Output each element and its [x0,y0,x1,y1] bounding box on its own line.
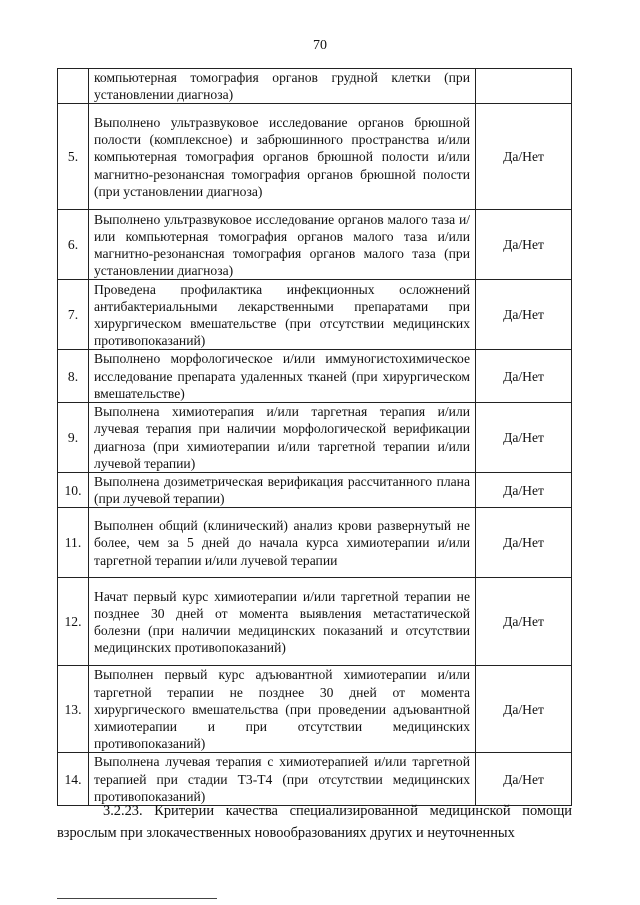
criterion-text: Проведена профилактика инфекционных осложнений антибактериальными лекарственными препаратами при хирургическом вмешательстве (при отсутствии медицинских противопоказаний) [89,280,476,350]
footnote-divider [57,898,217,899]
row-number: 14. [58,753,89,806]
quality-criteria-table [57,68,572,806]
table-row [58,210,572,280]
row-number: 12. [58,578,89,666]
criterion-text: Начат первый курс химиотерапии и/или таргетной терапии не позднее 30 дней от момента выявления метастатической болезни (при наличии медицинских показаний и отсутствии медицинских противопоказаний) [89,578,476,666]
answer-cell: Да/Нет [476,104,572,210]
row-number: 9. [58,403,89,473]
row-number: 7. [58,280,89,350]
table-row [58,104,572,210]
table-row [58,666,572,753]
criterion-text: компьютерная томография органов грудной клетки (при установлении диагноза) [89,69,476,104]
answer-cell: Да/Нет [476,403,572,473]
table-body [58,69,572,806]
criterion-text: Выполнен первый курс адъювантной химиотерапии и/или таргетной терапии не позднее 30 дней от момента хирургического вмешательства (при проведении адъювантной химиотерапии и при отсутствии медицинских противопоказаний) [89,666,476,753]
answer-cell [476,69,572,104]
table-row [58,508,572,578]
criterion-text: Выполнена дозиметрическая верификация рассчитанного плана (при лучевой терапии) [89,473,476,508]
answer-cell: Да/Нет [476,578,572,666]
section-paragraph: 3.2.23. Критерии качества специализированной медицинской помощи взрослым при злокачественных новообразованиях других и неуточненных [57,803,572,841]
table-row [58,350,572,403]
row-number: 6. [58,210,89,280]
row-number: 13. [58,666,89,753]
answer-cell: Да/Нет [476,753,572,806]
row-number: 11. [58,508,89,578]
answer-cell: Да/Нет [476,473,572,508]
row-number: 5. [58,104,89,210]
row-number [58,69,89,104]
criterion-text: Выполнено ультразвуковое исследование органов малого таза и/или компьютерная томография органов малого таза и/или магнитно-резонансная томография органов малого таза (при установлении диагноза) [89,210,476,280]
table-row [58,403,572,473]
page-number: 70 [313,38,327,53]
table-row [58,753,572,806]
criterion-text: Выполнено ультразвуковое исследование органов брюшной полости (комплексное) и забрюшинного пространства и/или компьютерная томография органов брюшной полости и/или магнитно-резонансная томография органов брюшной полости (при установлении диагноза) [89,104,476,210]
table-row [58,69,572,104]
answer-cell: Да/Нет [476,210,572,280]
row-number: 8. [58,350,89,403]
answer-cell: Да/Нет [476,508,572,578]
answer-cell: Да/Нет [476,280,572,350]
criterion-text: Выполнено морфологическое и/или иммуногистохимическое исследование препарата удаленных тканей (при хирургическом вмешательстве) [89,350,476,403]
criterion-text: Выполнена химиотерапия и/или таргетная терапия и/или лучевая терапия при наличии морфологической верификации диагноза (при химиотерапии и/или таргетной терапии и/или лучевой терапии) [89,403,476,473]
row-number: 10. [58,473,89,508]
answer-cell: Да/Нет [476,666,572,753]
table-row [58,280,572,350]
table-row [58,578,572,666]
criterion-text: Выполнена лучевая терапия с химиотерапией и/или таргетной терапией при стадии Т3-Т4 (при отсутствии медицинских противопоказаний) [89,753,476,806]
criterion-text: Выполнен общий (клинический) анализ крови развернутый не более, чем за 5 дней до начала курса химиотерапии и/или таргетной терапии и/или лучевой терапии [89,508,476,578]
answer-cell: Да/Нет [476,350,572,403]
table-row [58,473,572,508]
